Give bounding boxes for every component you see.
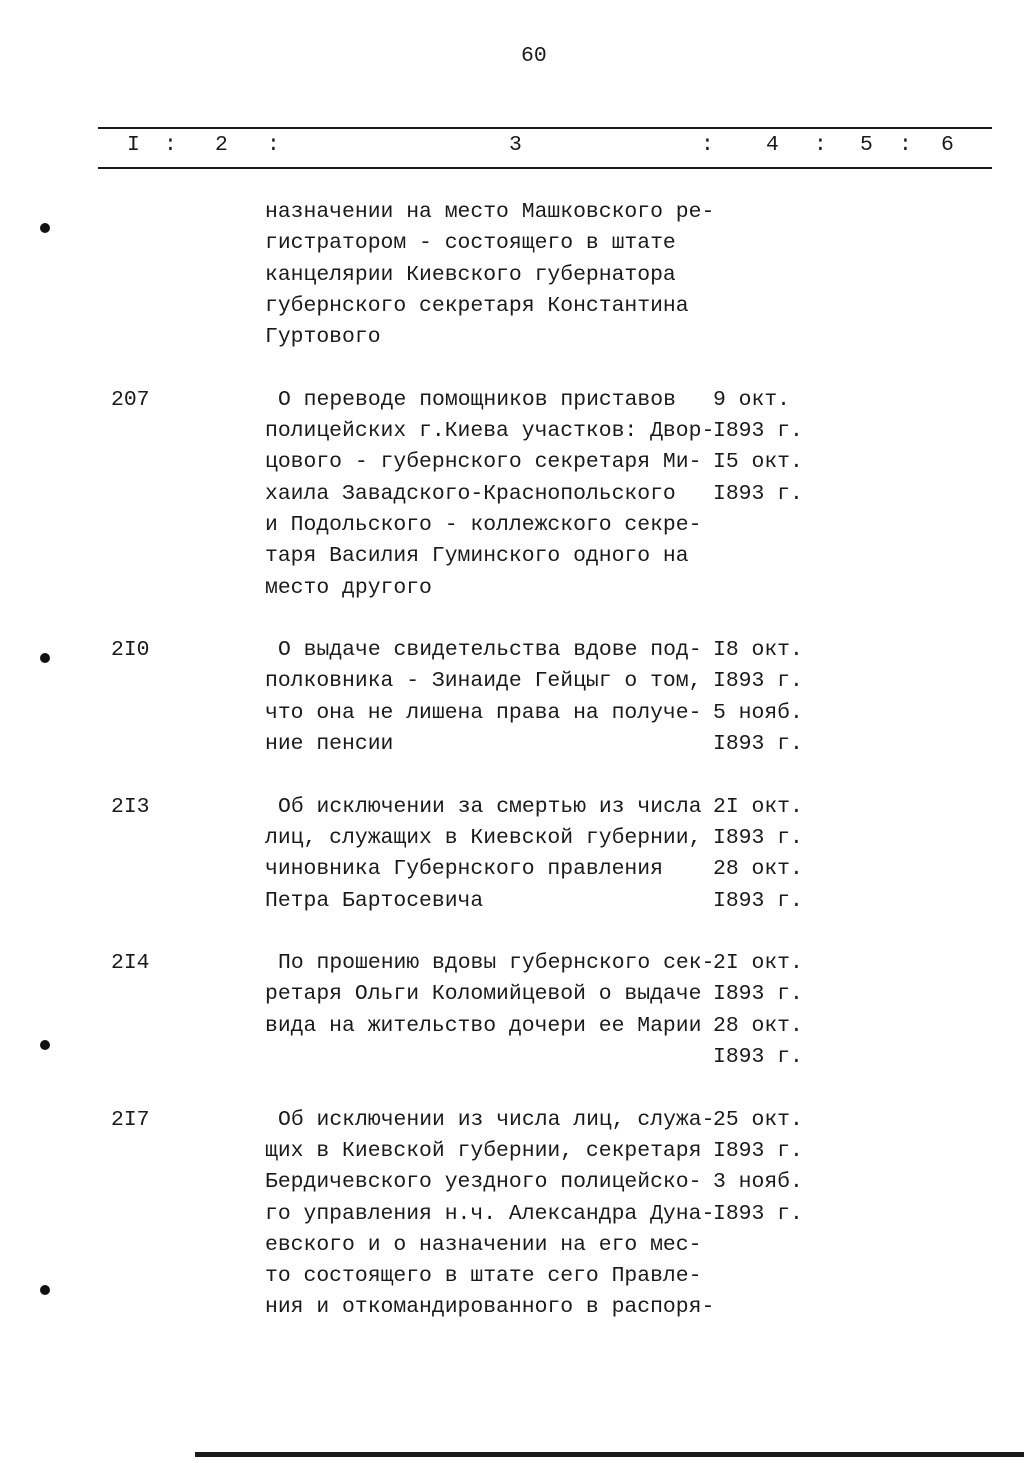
- date-line: I893 г.: [713, 1045, 803, 1070]
- header-bottom-rule: [98, 167, 992, 169]
- entry-description: [265, 385, 715, 604]
- entry: [0, 197, 1024, 353]
- date-line: I893 г.: [713, 669, 803, 694]
- description-line: Петра Бартосевича: [265, 888, 484, 913]
- header-col-2: 2: [215, 133, 228, 157]
- entry: [0, 635, 1024, 760]
- description-line: щих в Киевской губернии, секретаря: [265, 1138, 702, 1163]
- description-line: таря Василия Гуминского одного на: [265, 544, 689, 569]
- header-separator: :: [814, 133, 827, 157]
- description-line: го управления н.ч. Александра Дуна-: [265, 1201, 715, 1226]
- description-line: полковника - Зинаиде Гейцыг о том,: [265, 669, 702, 694]
- date-line: I893 г.: [713, 481, 803, 506]
- date-line: 28 окт.: [713, 1013, 803, 1038]
- entry: [0, 1105, 1024, 1324]
- date-line: I5 окт.: [713, 450, 803, 475]
- description-line: Об исключении из числа лиц, служа-: [278, 1107, 715, 1132]
- spacer: [265, 1042, 715, 1073]
- entry-description: [265, 948, 715, 1073]
- punch-hole: [40, 1285, 50, 1295]
- description-line: место другого: [265, 575, 432, 600]
- header-col-3: 3: [509, 133, 522, 157]
- description-line: Бердичевского уездного полицейско-: [265, 1170, 702, 1195]
- description-line: О переводе помощников приставов: [278, 387, 676, 412]
- entry-dates: [713, 385, 803, 510]
- date-line: I893 г.: [713, 888, 803, 913]
- date-line: I893 г.: [713, 825, 803, 850]
- date-line: I893 г.: [713, 419, 803, 444]
- date-line: 2I окт.: [713, 951, 803, 976]
- header-separator: :: [267, 133, 280, 157]
- header-separator: :: [164, 133, 177, 157]
- header-col-6: 6: [941, 133, 954, 157]
- entry: [0, 792, 1024, 917]
- entry: [0, 385, 1024, 604]
- description-line: По прошению вдовы губернского сек-: [278, 951, 715, 976]
- description-line: вида на жительство дочери ее Марии: [265, 1013, 702, 1038]
- entry-description: [265, 792, 715, 917]
- description-line: чиновника Губернского правления: [265, 857, 663, 882]
- description-line: Гуртового: [265, 325, 381, 350]
- punch-hole: [40, 223, 50, 233]
- entry-dates: [713, 792, 803, 917]
- description-line: ния и откомандированного в распоря-: [265, 1295, 715, 1320]
- date-line: 2I окт.: [713, 794, 803, 819]
- entry-dates: [713, 948, 803, 1073]
- entry-number: 2I4: [111, 951, 150, 976]
- description-line: гистратором - состоящего в штате: [265, 231, 676, 256]
- description-line: полицейских г.Киева участков: Двор-: [265, 419, 715, 444]
- description-line: то состоящего в штате сего Правле-: [265, 1264, 702, 1289]
- punch-hole: [40, 653, 50, 663]
- punch-hole: [40, 1040, 50, 1050]
- header-col-1: I: [127, 133, 140, 157]
- entry-number: 2I3: [111, 794, 150, 819]
- header-top-rule: [98, 127, 992, 129]
- date-line: 5 нояб.: [713, 700, 803, 725]
- date-line: 25 окт.: [713, 1107, 803, 1132]
- page-number: 60: [521, 44, 547, 68]
- description-line: цового - губернского секретаря Ми-: [265, 450, 702, 475]
- entry-description: [265, 635, 715, 760]
- header-col-4: 4: [766, 133, 779, 157]
- date-line: I893 г.: [713, 982, 803, 1007]
- description-line: ние пенсии: [265, 732, 394, 757]
- date-line: 3 нояб.: [713, 1170, 803, 1195]
- description-line: О выдаче свидетельства вдове под-: [278, 638, 702, 663]
- description-line: и Подольского - коллежского секре-: [265, 512, 702, 537]
- entry: [0, 948, 1024, 1073]
- header-col-5: 5: [860, 133, 873, 157]
- description-line: губернского секретаря Константина: [265, 293, 689, 318]
- date-line: 9 окт.: [713, 387, 791, 412]
- description-line: канцелярии Киевского губернатора: [265, 262, 676, 287]
- bottom-rule: [195, 1452, 1024, 1457]
- description-line: хаила Завадского-Краснопольского: [265, 481, 676, 506]
- entry-number: 2I7: [111, 1107, 150, 1132]
- header-separator: :: [701, 133, 714, 157]
- entry-description: [265, 1105, 715, 1324]
- header-separator: :: [899, 133, 912, 157]
- date-line: I893 г.: [713, 732, 803, 757]
- entry-number: 207: [111, 387, 150, 412]
- description-line: лиц, служащих в Киевской губернии,: [265, 825, 702, 850]
- description-line: что она не лишена права на получе-: [265, 700, 702, 725]
- description-line: ретаря Ольги Коломийцевой о выдаче: [265, 982, 702, 1007]
- entry-dates: [713, 635, 803, 760]
- entry-description: [265, 197, 715, 353]
- entries-list: [0, 197, 1024, 1355]
- description-line: назначении на место Машковского ре-: [265, 200, 715, 224]
- date-line: I893 г.: [713, 1138, 803, 1163]
- entry-number: 2I0: [111, 638, 150, 663]
- entry-dates: [713, 1105, 803, 1230]
- description-line: евского и о назначении на его мес-: [265, 1232, 702, 1257]
- date-line: I893 г.: [713, 1201, 803, 1226]
- date-line: 28 окт.: [713, 857, 803, 882]
- date-line: I8 окт.: [713, 638, 803, 663]
- description-line: Об исключении за смертью из числа: [278, 794, 702, 819]
